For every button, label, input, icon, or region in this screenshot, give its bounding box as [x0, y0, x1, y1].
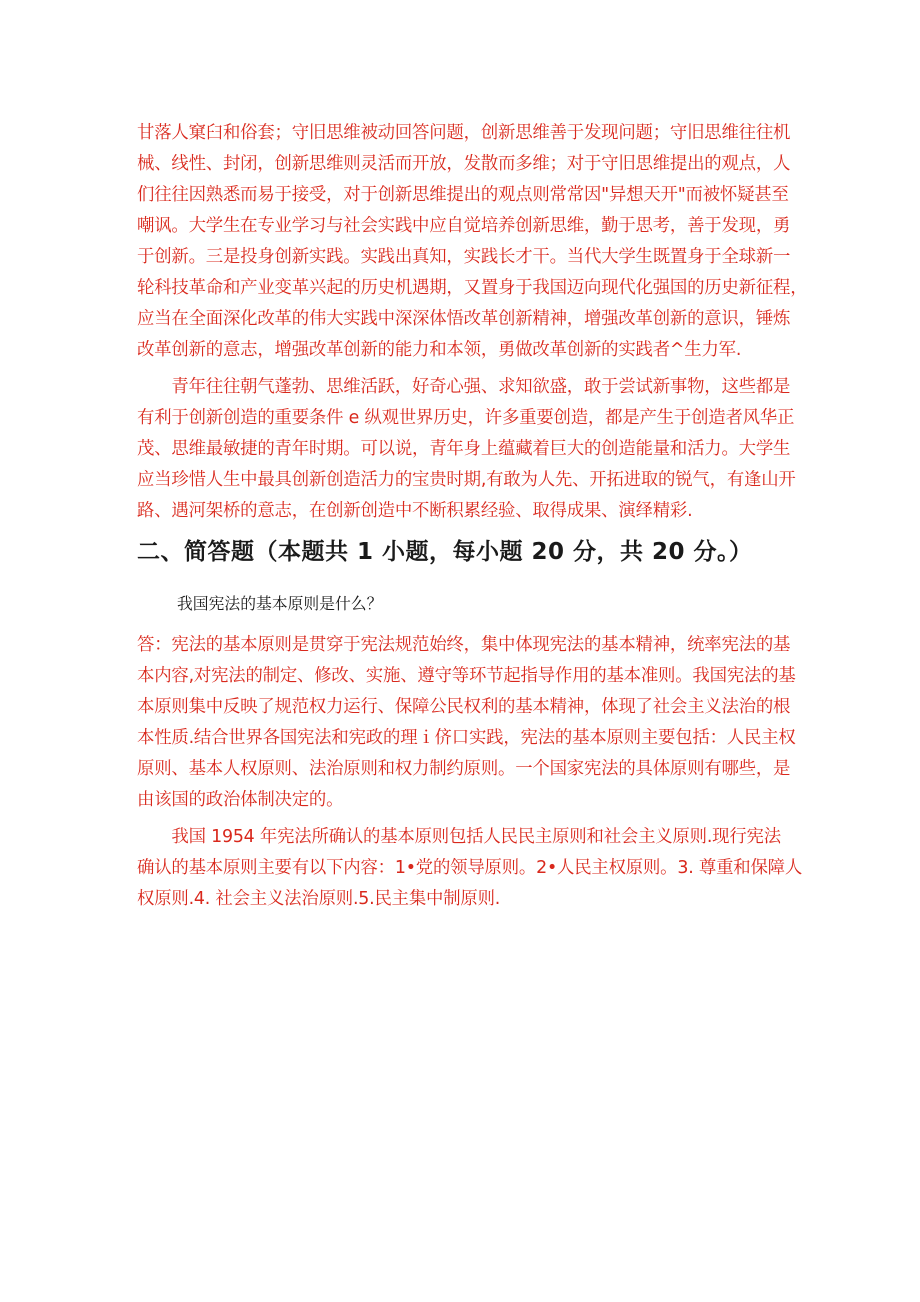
essay-line: 们往往因熟悉而易于接受，对于创新思维提出的观点则常常因"异想天开"而被怀疑甚至	[137, 185, 789, 205]
essay-line: 青年往往朝气蓬勃、思维活跃，好奇心强、求知欲盛，敢于尝试新事物，这些都是	[137, 377, 791, 397]
answer-line: 原则、基本人权原则、法治原则和权力制约原则。一个国家宪法的具体原则有哪些，是	[137, 759, 791, 779]
essay-line: 应当珍惜人生中最具创新创造活力的宝贵时期,有敢为人先、开拓进取的锐气，有逢山开	[137, 470, 796, 490]
question-text: 我国宪法的基本原则是什么？	[177, 594, 383, 613]
answer-line: 权原则.4. 社会主义法治原则.5.民主集中制原则.	[137, 889, 501, 909]
essay-line: 于创新。三是投身创新实践。实践出真知，实践长才干。当代大学生既置身于全球新一	[137, 247, 791, 267]
answer-line: 我国 1954 年宪法所确认的基本原则包括人民民主原则和社会主义原则.现行宪法	[137, 827, 781, 847]
section-heading: 二、简答题（本题共 1 小题，每小题 20 分，共 20 分。）	[137, 539, 753, 565]
answer-line: 确认的基本原则主要有以下内容：1•党的领导原则。2•人民主权原则。3. 尊重和保障人	[137, 858, 803, 878]
answer-line: 本性质.结合世界各国宪法和宪政的理ｉ侪口实践，宪法的基本原则主要包括：人民主权	[137, 728, 796, 748]
answer-line: 本内容,对宪法的制定、修改、实施、遵守等环节起指导作用的基本准则。我国宪法的基	[137, 666, 796, 686]
essay-line: 械、线性、封闭，创新思维则灵活而开放，发散而多维；对于守旧思维提出的观点，人	[137, 154, 791, 174]
essay-line: 改革创新的意志，增强改革创新的能力和本领，勇做改革创新的实践者^生力军.	[137, 340, 742, 360]
essay-line: 茂、思维最敏捷的青年时期。可以说，青年身上蕴藏着巨大的创造能量和活力。大学生	[137, 439, 791, 459]
answer-line: 本原则集中反映了规范权力运行、保障公民权利的基本精神，体现了社会主义法治的根	[137, 697, 791, 717]
essay-line: 有利于创新创造的重要条件 e 纵观世界历史，许多重要创造，都是产生于创造者风华正	[137, 408, 795, 428]
essay-line: 路、遇河架桥的意志，在创新创造中不断积累经验、取得成果、演绎精彩.	[137, 501, 693, 521]
essay-line: 轮科技革命和产业变革兴起的历史机遇期，又置身于我国迈向现代化强国的历史新征程，	[137, 278, 808, 298]
answer-line: 答：宪法的基本原则是贯穿于宪法规范始终，集中体现宪法的基本精神，统率宪法的基	[137, 635, 791, 655]
answer-line: 由该国的政治体制决定的。	[137, 790, 344, 810]
essay-line: 应当在全面深化改革的伟大实践中深深体悟改革创新精神，增强改革创新的意识，锤炼	[137, 309, 791, 329]
essay-line: 甘落人窠臼和俗套；守旧思维被动回答问题，创新思维善于发现问题；守旧思维往往机	[137, 123, 791, 143]
essay-line: 嘲讽。大学生在专业学习与社会实践中应自觉培养创新思维，勤于思考，善于发现，勇	[137, 216, 791, 236]
